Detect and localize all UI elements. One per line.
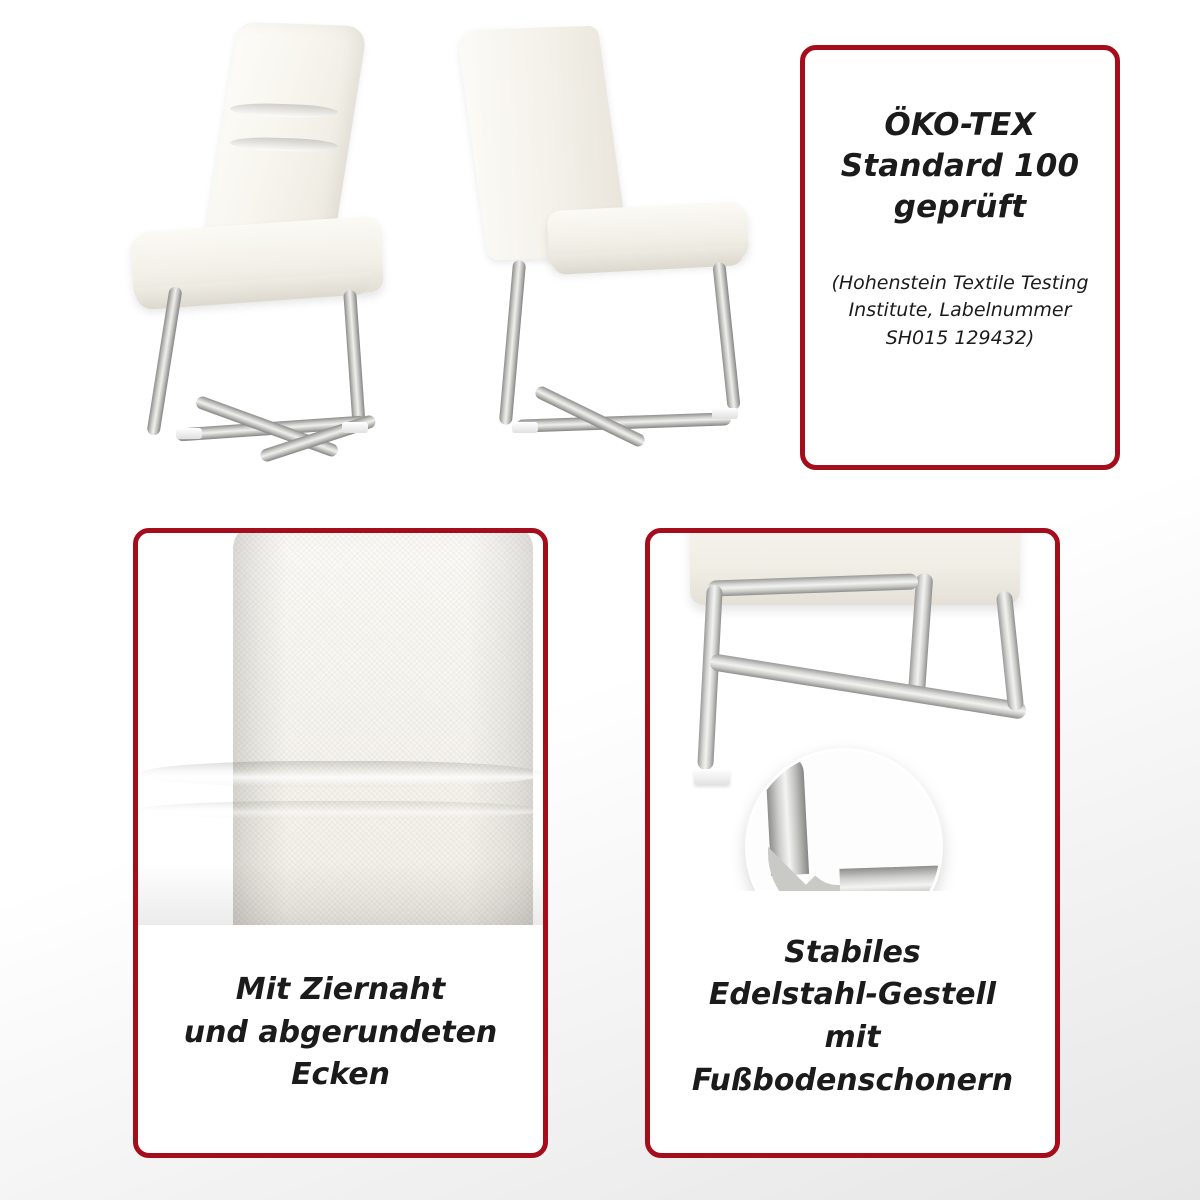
frame-rear-leg	[343, 290, 366, 431]
oeko-tex-subline-line-2: Institute, Labelnummer	[848, 299, 1072, 322]
chair-side-view	[420, 10, 760, 490]
seam-caption-line-2: und abgerundeten	[183, 1014, 498, 1050]
oeko-tex-headline-line-1: ÖKO-TEX	[884, 107, 1036, 143]
floor-protector-front	[512, 422, 538, 433]
magnified-frame-runner	[839, 865, 940, 891]
floor-protector-rear	[342, 422, 368, 433]
seam-card-caption	[138, 925, 543, 1153]
frame-rear-leg	[712, 262, 740, 411]
magnifier-circle	[748, 751, 940, 891]
decorative-seam-upper	[138, 761, 543, 787]
chair-front-three-quarter-view	[80, 18, 410, 498]
oeko-tex-subline-line-1: (Hohenstein Textile Testing	[831, 271, 1089, 294]
frame-photo-inner	[650, 533, 1055, 891]
oeko-tex-subline-line-3: SH015 129432)	[885, 326, 1035, 349]
frame-detail-photo	[650, 533, 1055, 891]
seam-caption-line-3: Ecken	[291, 1057, 390, 1093]
oeko-tex-headline	[841, 105, 1080, 228]
floor-protector-rear	[712, 408, 738, 419]
upholstery-shadow	[138, 863, 543, 925]
seam-photo-alt	[138, 533, 139, 534]
frame-caption-line-4: Fußbodenschonern	[691, 1062, 1014, 1098]
seam-detail-card	[133, 528, 548, 1158]
frame-front-leg	[697, 585, 723, 771]
frame-bottom-runner	[709, 653, 1028, 720]
oeko-tex-subline	[831, 270, 1088, 353]
frame-card-caption	[650, 891, 1055, 1153]
seam-detail-photo	[138, 533, 543, 925]
floor-protector-front	[176, 428, 202, 439]
seam-caption-line-1: Mit Ziernaht	[235, 972, 446, 1008]
frame-caption-line-3: mit	[824, 1020, 881, 1055]
oeko-tex-headline-line-2: Standard 100	[840, 147, 1080, 184]
frame-caption-line-2: Edelstahl-Gestell	[708, 977, 997, 1013]
frame-front-leg	[499, 260, 526, 426]
decorative-seam-lower	[138, 801, 543, 819]
frame-rear-support	[996, 590, 1024, 711]
floor-protector	[694, 769, 730, 785]
frame-detail-card	[645, 528, 1060, 1158]
oeko-tex-card	[800, 45, 1120, 470]
frame-caption-line-1: Stabiles	[784, 934, 921, 970]
hero-photo-alt	[40, 10, 41, 11]
hero-chair-photo	[40, 10, 800, 510]
oeko-tex-headline-line-3: geprüft	[893, 188, 1027, 225]
